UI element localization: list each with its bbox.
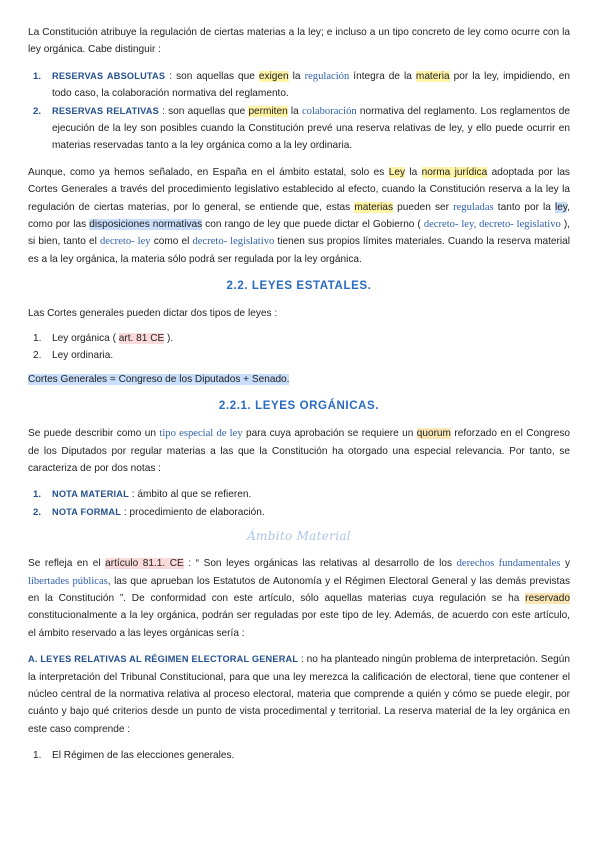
highlight-norma-juridica: norma jurídica [421,166,488,178]
label-regimen-electoral: A. LEYES RELATIVAS AL RÉGIMEN ELECTORAL GENERAL [28,654,299,665]
highlight-materia: materia [415,70,450,82]
paragraph-reserva-ley: Aunque, como ya hemos señalado, en España en el ámbito estatal, solo es Ley la norma jurídica adoptada por las Cortes Generales a través del procedimiento legislativo establecido al efecto, cuando la Constitución reserva a la ley la regulación de ciertas materias, por lo general, se entiende que, estas materias pueden ser reguladas tanto por la ley, como por las disposiciones normativas con rango de ley que puede dictar el Gobierno ( decreto- ley, decreto- legislativo ), si bien, tanto el decreto- ley como el decreto- legislativo tienen sus propios límites materiales. Cuando la reserva material es a la ley orgánica, la materia sólo podrá ser regulada por la ley orgánica. [28,166,571,265]
list-item-reservas-relativas: 2. RESERVAS RELATIVAS : son aquellas que permiten la colaboración normativa del reglamento. Los reglamentos de ejecución de la ley son posibles cuando la Constitución prevé una reserva relativas de ley, y ello puede ocurrir en materias reservadas tanto a la ley orgánica como a la ley ordinaria. [28,103,570,155]
term-reguladas: reguladas [453,201,494,213]
list-number: 2. [33,105,42,117]
list-item-elecciones-generales: 1. El Régimen de las elecciones generales. [33,750,235,762]
term-tipo-especial: tipo especial de ley [159,428,243,440]
highlight-ley: Ley [388,166,405,178]
term-regulacion: regulación [304,70,350,82]
highlight-permiten: permiten [248,105,288,117]
heading-leyes-organicas: 2.2.1. LEYES ORGÁNICAS. [218,400,380,413]
highlight-reservado: reservado [525,592,570,604]
term-libertades-publicas: libertades públicas [28,575,108,587]
list-item-reservas-absolutas: 1. RESERVAS ABSOLUTAS : son aquellas que exigen la regulación íntegra de la materia por la ley, impidiendo, en todo caso, la colaboración normativa del reglamento. [28,68,570,103]
paragraph-definicion: Se puede describir como un tipo especial de ley para cuya aprobación se requiere un quorum reforzado en el Congreso de los Diputados por regular materias a las que la Constitución ha otorgado una especial relevancia. Por tanto, se caracteriza de por dos notas : [28,428,571,474]
list-item-nota-formal: 2. NOTA FORMAL : procedimiento de elaboración. [33,506,265,518]
term-derechos-fundamentales: derechos fundamentales [456,558,561,570]
highlight-materias: materias [354,201,394,213]
heading-leyes-estatales: 2.2. LEYES ESTATALES. [226,280,372,293]
list-item-ley-organica: 1. Ley orgánica ( art. 81 CE ). [33,332,174,344]
term-colaboracion: colaboración [301,105,357,117]
tipos-list [28,330,570,364]
highlight-quorum: quorum [416,428,451,440]
list-item-nota-material: 1. NOTA MATERIAL : ámbito al que se refieren. [33,489,252,501]
paragraph-tipos-leyes: Las Cortes generales pueden dictar dos tipos de leyes : [28,308,278,320]
term-decreto-legislativo: decreto- legislativo [192,236,275,248]
intro-paragraph: La Constitución atribuye la regulación de ciertas materias a la ley; e incluso a un tipo concreto de ley como ocurre con la ley orgánica. Cabe distinguir : [28,27,570,56]
final-list [28,747,570,764]
reference-art-81: art. 81 CE [118,332,165,344]
highlight-ley-blue: ley [555,201,568,213]
label-reservas-relativas: RESERVAS RELATIVAS [52,105,159,116]
reference-articulo-81-1: artículo 81.1. CE [105,558,184,570]
label-reservas-absolutas: RESERVAS ABSOLUTAS [52,70,166,81]
highlight-disposiciones-normativas: disposiciones normativas [89,219,203,231]
highlight-exigen: exigen [258,70,289,82]
notas-list [28,486,570,521]
term-decreto-ley: decreto- ley [99,236,151,248]
list-number: 1. [33,70,42,82]
heading-ambito-material: Ámbito Material [247,529,351,544]
label-nota-formal: NOTA FORMAL [52,506,122,517]
paragraph-articulo-81: Se refleja en el artículo 81.1. CE : “ Son leyes orgánicas las relativas al desarrollo de los derechos fundamentales y libertades públicas, las que aprueban los Estatutos de Autonomía y el Régimen Electoral General y las demás previstas en la Constitución ”. De conformidad con este artículo, sólo aquellas materias cuya regulación se ha reservado constitucionalmente a la ley orgánica, podrán ser reguladas por este tipo de ley. Además, de acuerdo con este artículo, el ámbito reservado a las leyes orgánicas sería : [28,558,570,639]
cortes-generales-note: Cortes Generales = Congreso de los Diputados + Senado. [28,373,290,385]
list-item-ley-ordinaria: 2. Ley ordinaria. [33,349,114,361]
label-nota-material: NOTA MATERIAL [52,489,129,500]
term-decretos: decreto- ley, decreto- legislativo [423,219,561,231]
paragraph-regimen-electoral: A. LEYES RELATIVAS AL RÉGIMEN ELECTORAL GENERAL : no ha planteado ningún problema de interpretación. Según la interpretación del Tribunal Constitucional, para que una ley merezca la calificación de electoral, tiene que contener el núcleo central de la normativa relativa al proceso electoral, materia que comprende a quién y cómo se puede elegir, por cuánto y bajo qué criterios desde un punto de vista procedimental y territorial. La reserva material de la ley orgánica en este caso comprende : [28,654,570,735]
reservas-list [28,68,570,155]
